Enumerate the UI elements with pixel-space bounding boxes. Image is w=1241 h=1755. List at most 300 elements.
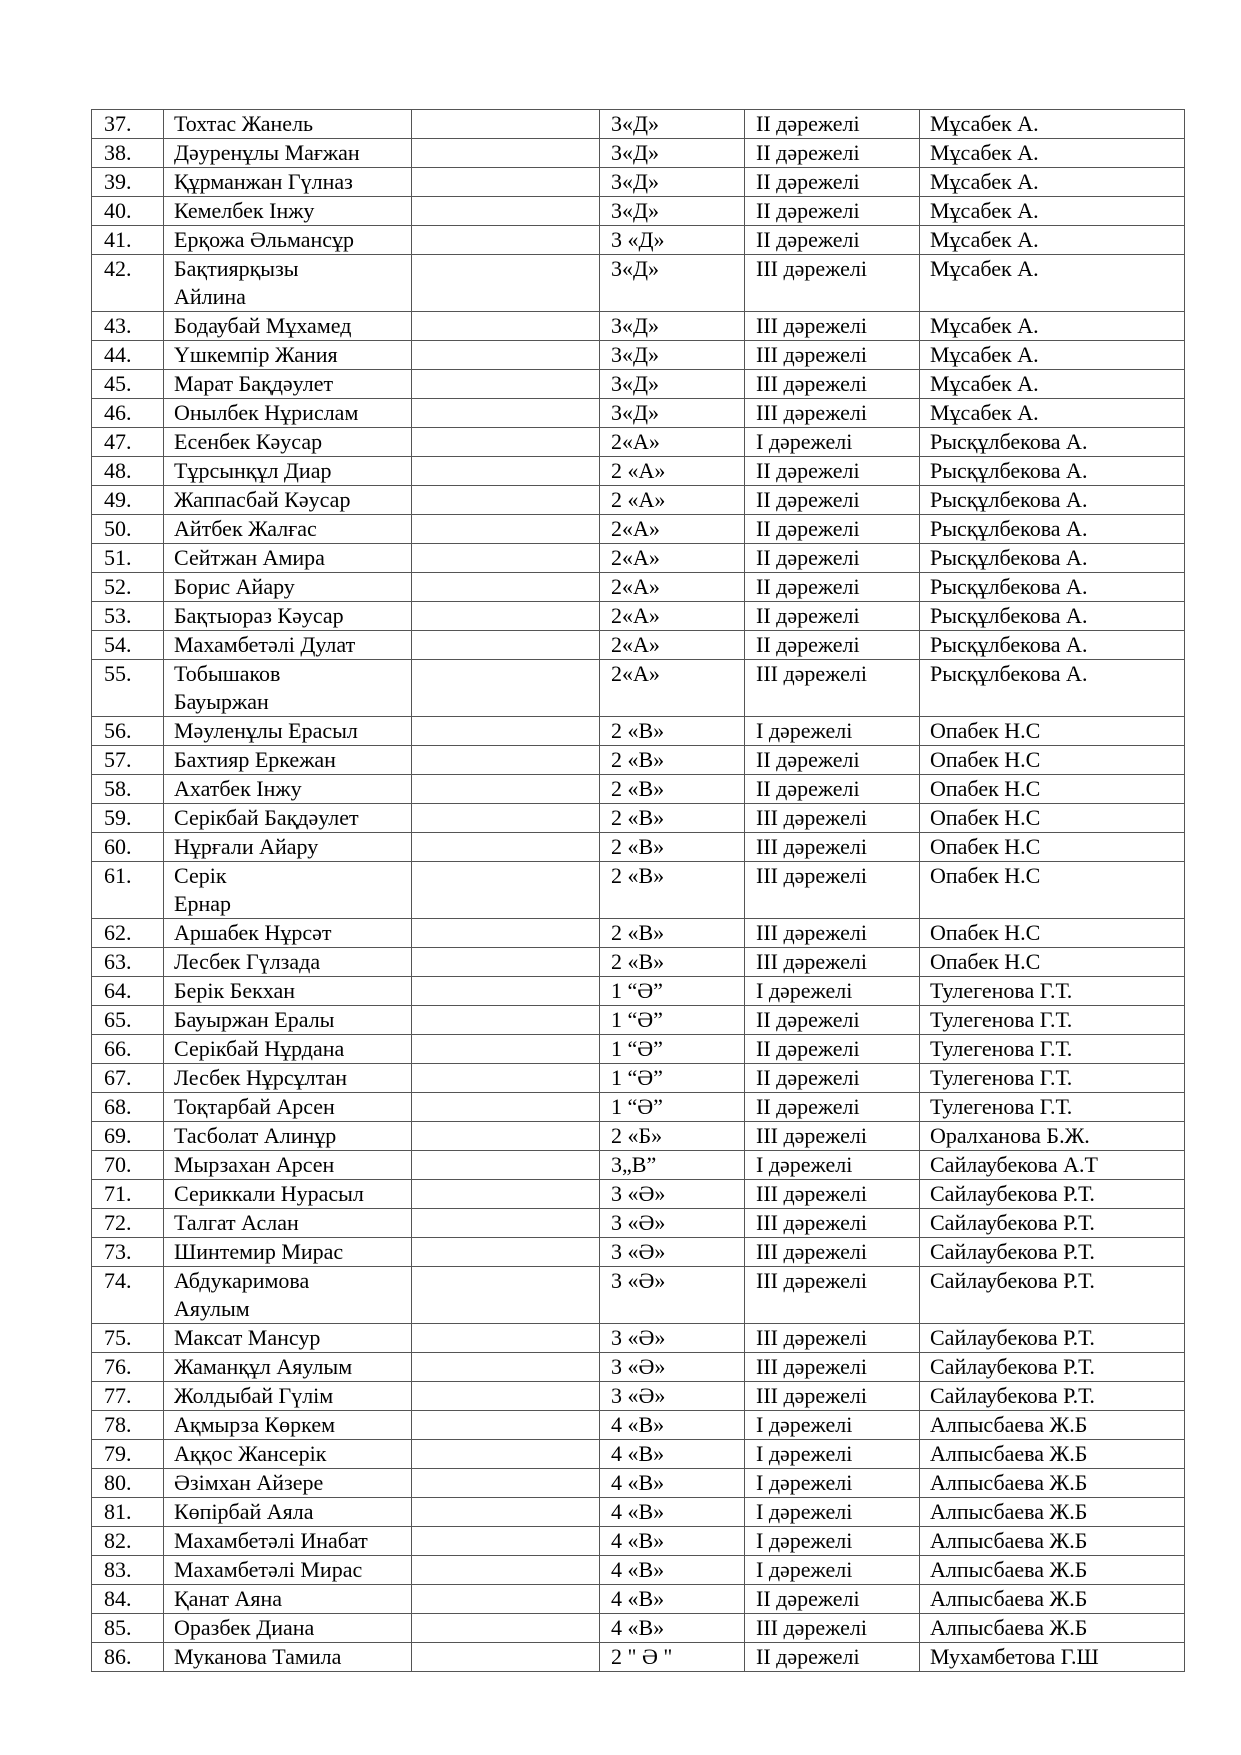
- degree-cell: ІІ дәрежелі: [745, 226, 920, 255]
- blank-cell: [412, 428, 600, 457]
- student-name: Бақтиярқызы Айлина: [164, 255, 412, 312]
- class-cell: 3 «Ә»: [600, 1238, 745, 1267]
- student-name: Серік Ернар: [164, 862, 412, 919]
- table-row: [92, 1267, 1185, 1324]
- class-cell: 3 «Ә»: [600, 1180, 745, 1209]
- teacher-cell: Мухамбетова Г.Ш: [920, 1643, 1185, 1672]
- row-number: 54.: [92, 631, 164, 660]
- degree-cell: ІІ дәрежелі: [745, 602, 920, 631]
- degree-cell: ІІ дәрежелі: [745, 139, 920, 168]
- teacher-cell: Тулегенова Г.Т.: [920, 1006, 1185, 1035]
- degree-cell: ІІІ дәрежелі: [745, 919, 920, 948]
- row-number: 82.: [92, 1527, 164, 1556]
- blank-cell: [412, 717, 600, 746]
- row-number: 62.: [92, 919, 164, 948]
- class-cell: 4 «В»: [600, 1556, 745, 1585]
- class-cell: 3«Д»: [600, 197, 745, 226]
- teacher-cell: Алпысбаева Ж.Б: [920, 1614, 1185, 1643]
- student-name: Лесбек Нұрсұлтан: [164, 1064, 412, 1093]
- teacher-cell: Мұсабек А.: [920, 197, 1185, 226]
- student-name: Оразбек Диана: [164, 1614, 412, 1643]
- teacher-cell: Тулегенова Г.Т.: [920, 977, 1185, 1006]
- row-number: 81.: [92, 1498, 164, 1527]
- student-name: Ақмырза Көркем: [164, 1411, 412, 1440]
- student-name: Серікбай Бақдәулет: [164, 804, 412, 833]
- degree-cell: ІІ дәрежелі: [745, 486, 920, 515]
- table-row: [92, 602, 1185, 631]
- table-row: [92, 486, 1185, 515]
- degree-cell: ІІІ дәрежелі: [745, 1267, 920, 1324]
- degree-cell: ІІ дәрежелі: [745, 544, 920, 573]
- blank-cell: [412, 1064, 600, 1093]
- table-row: [92, 1324, 1185, 1353]
- student-name: Тоқтарбай Арсен: [164, 1093, 412, 1122]
- degree-cell: ІІ дәрежелі: [745, 1643, 920, 1672]
- class-cell: 2 " Ә ": [600, 1643, 745, 1672]
- table-row: [92, 977, 1185, 1006]
- degree-cell: ІІІ дәрежелі: [745, 833, 920, 862]
- degree-cell: ІІ дәрежелі: [745, 515, 920, 544]
- student-name: Тасболат Алинұр: [164, 1122, 412, 1151]
- degree-cell: ІІІ дәрежелі: [745, 1614, 920, 1643]
- table-row: [92, 139, 1185, 168]
- degree-cell: ІІ дәрежелі: [745, 631, 920, 660]
- teacher-cell: Мұсабек А.: [920, 370, 1185, 399]
- degree-cell: І дәрежелі: [745, 977, 920, 1006]
- class-cell: 3«Д»: [600, 110, 745, 139]
- table-row: [92, 919, 1185, 948]
- class-cell: 2 «А»: [600, 457, 745, 486]
- class-cell: 2 «В»: [600, 919, 745, 948]
- blank-cell: [412, 457, 600, 486]
- blank-cell: [412, 602, 600, 631]
- row-number: 74.: [92, 1267, 164, 1324]
- teacher-cell: Тулегенова Г.Т.: [920, 1093, 1185, 1122]
- student-name: Құрманжан Гүлназ: [164, 168, 412, 197]
- degree-cell: ІІІ дәрежелі: [745, 1122, 920, 1151]
- row-number: 43.: [92, 312, 164, 341]
- teacher-cell: Сайлаубекова Р.Т.: [920, 1180, 1185, 1209]
- student-name: Айтбек Жалғас: [164, 515, 412, 544]
- student-name: Аққос Жансерік: [164, 1440, 412, 1469]
- blank-cell: [412, 197, 600, 226]
- student-name: Тобышаков Бауыржан: [164, 660, 412, 717]
- table-row: [92, 255, 1185, 312]
- degree-cell: І дәрежелі: [745, 1556, 920, 1585]
- blank-cell: [412, 1382, 600, 1411]
- class-cell: 2 «А»: [600, 486, 745, 515]
- table-row: [92, 428, 1185, 457]
- blank-cell: [412, 370, 600, 399]
- degree-cell: ІІ дәрежелі: [745, 1585, 920, 1614]
- degree-cell: І дәрежелі: [745, 1527, 920, 1556]
- teacher-cell: Алпысбаева Ж.Б: [920, 1556, 1185, 1585]
- table-row: [92, 1382, 1185, 1411]
- degree-cell: ІІ дәрежелі: [745, 168, 920, 197]
- blank-cell: [412, 168, 600, 197]
- student-name: Бауыржан Ералы: [164, 1006, 412, 1035]
- blank-cell: [412, 1122, 600, 1151]
- teacher-cell: Рысқұлбекова А.: [920, 428, 1185, 457]
- degree-cell: І дәрежелі: [745, 717, 920, 746]
- table-row: [92, 544, 1185, 573]
- row-number: 67.: [92, 1064, 164, 1093]
- row-number: 46.: [92, 399, 164, 428]
- degree-cell: ІІІ дәрежелі: [745, 862, 920, 919]
- table-row: [92, 1122, 1185, 1151]
- class-cell: 3 «Ә»: [600, 1324, 745, 1353]
- row-number: 45.: [92, 370, 164, 399]
- table-row: [92, 833, 1185, 862]
- row-number: 80.: [92, 1469, 164, 1498]
- student-name: Абдукаримова Аяулым: [164, 1267, 412, 1324]
- teacher-cell: Тулегенова Г.Т.: [920, 1064, 1185, 1093]
- degree-cell: ІІІ дәрежелі: [745, 1382, 920, 1411]
- row-number: 64.: [92, 977, 164, 1006]
- table-row: [92, 1035, 1185, 1064]
- class-cell: 4 «В»: [600, 1440, 745, 1469]
- table-row: [92, 631, 1185, 660]
- teacher-cell: Опабек Н.С: [920, 862, 1185, 919]
- table-row: [92, 804, 1185, 833]
- teacher-cell: Опабек Н.С: [920, 746, 1185, 775]
- class-cell: 1 “Ә”: [600, 1006, 745, 1035]
- row-number: 63.: [92, 948, 164, 977]
- table-row: [92, 1498, 1185, 1527]
- class-cell: 2 «В»: [600, 948, 745, 977]
- student-name: Есенбек Кәусар: [164, 428, 412, 457]
- teacher-cell: Мұсабек А.: [920, 226, 1185, 255]
- student-name: Сериккали Нурасыл: [164, 1180, 412, 1209]
- table-row: [92, 515, 1185, 544]
- class-cell: 3«Д»: [600, 168, 745, 197]
- row-number: 71.: [92, 1180, 164, 1209]
- row-number: 60.: [92, 833, 164, 862]
- class-cell: 4 «В»: [600, 1411, 745, 1440]
- class-cell: 3«Д»: [600, 341, 745, 370]
- class-cell: 3 «Ә»: [600, 1209, 745, 1238]
- teacher-cell: Опабек Н.С: [920, 919, 1185, 948]
- blank-cell: [412, 1151, 600, 1180]
- teacher-cell: Опабек Н.С: [920, 775, 1185, 804]
- degree-cell: ІІ дәрежелі: [745, 1064, 920, 1093]
- document-page: [91, 109, 1184, 1672]
- row-number: 83.: [92, 1556, 164, 1585]
- degree-cell: ІІІ дәрежелі: [745, 1180, 920, 1209]
- blank-cell: [412, 631, 600, 660]
- table-row: [92, 1643, 1185, 1672]
- class-cell: 2 «В»: [600, 804, 745, 833]
- student-name: Махамбетәлі Инабат: [164, 1527, 412, 1556]
- row-number: 41.: [92, 226, 164, 255]
- teacher-cell: Рысқұлбекова А.: [920, 486, 1185, 515]
- row-number: 53.: [92, 602, 164, 631]
- row-number: 86.: [92, 1643, 164, 1672]
- student-name: Дәуренұлы Мағжан: [164, 139, 412, 168]
- degree-cell: ІІ дәрежелі: [745, 1035, 920, 1064]
- blank-cell: [412, 1267, 600, 1324]
- student-name: Сейтжан Амира: [164, 544, 412, 573]
- degree-cell: І дәрежелі: [745, 1498, 920, 1527]
- degree-cell: ІІІ дәрежелі: [745, 399, 920, 428]
- student-name: Көпірбай Аяла: [164, 1498, 412, 1527]
- row-number: 59.: [92, 804, 164, 833]
- blank-cell: [412, 746, 600, 775]
- blank-cell: [412, 341, 600, 370]
- student-name: Максат Мансур: [164, 1324, 412, 1353]
- class-cell: 2 «В»: [600, 833, 745, 862]
- teacher-cell: Тулегенова Г.Т.: [920, 1035, 1185, 1064]
- class-cell: 4 «В»: [600, 1527, 745, 1556]
- table-row: [92, 775, 1185, 804]
- class-cell: 2 «Б»: [600, 1122, 745, 1151]
- teacher-cell: Алпысбаева Ж.Б: [920, 1585, 1185, 1614]
- teacher-cell: Опабек Н.С: [920, 717, 1185, 746]
- degree-cell: ІІ дәрежелі: [745, 1006, 920, 1035]
- student-name: Талгат Аслан: [164, 1209, 412, 1238]
- row-number: 84.: [92, 1585, 164, 1614]
- teacher-cell: Сайлаубекова Р.Т.: [920, 1238, 1185, 1267]
- blank-cell: [412, 1585, 600, 1614]
- table-row: [92, 341, 1185, 370]
- teacher-cell: Рысқұлбекова А.: [920, 515, 1185, 544]
- student-name: Қанат Аяна: [164, 1585, 412, 1614]
- teacher-cell: Сайлаубекова Р.Т.: [920, 1324, 1185, 1353]
- teacher-cell: Мұсабек А.: [920, 168, 1185, 197]
- student-name: Махамбетәлі Дулат: [164, 631, 412, 660]
- class-cell: 2«А»: [600, 428, 745, 457]
- table-row: [92, 197, 1185, 226]
- class-cell: 3«Д»: [600, 370, 745, 399]
- degree-cell: ІІІ дәрежелі: [745, 1324, 920, 1353]
- class-cell: 3«Д»: [600, 399, 745, 428]
- blank-cell: [412, 544, 600, 573]
- class-cell: 3 «Ә»: [600, 1267, 745, 1324]
- teacher-cell: Мұсабек А.: [920, 399, 1185, 428]
- table-row: [92, 1064, 1185, 1093]
- table-row: [92, 1527, 1185, 1556]
- blank-cell: [412, 1643, 600, 1672]
- teacher-cell: Опабек Н.С: [920, 948, 1185, 977]
- row-number: 69.: [92, 1122, 164, 1151]
- class-cell: 3 «Д»: [600, 226, 745, 255]
- teacher-cell: Рысқұлбекова А.: [920, 631, 1185, 660]
- student-name: Шинтемир Мирас: [164, 1238, 412, 1267]
- degree-cell: ІІ дәрежелі: [745, 573, 920, 602]
- row-number: 37.: [92, 110, 164, 139]
- row-number: 68.: [92, 1093, 164, 1122]
- blank-cell: [412, 1469, 600, 1498]
- row-number: 56.: [92, 717, 164, 746]
- class-cell: 3„В”: [600, 1151, 745, 1180]
- table-row: [92, 1556, 1185, 1585]
- teacher-cell: Алпысбаева Ж.Б: [920, 1411, 1185, 1440]
- teacher-cell: Сайлаубекова Р.Т.: [920, 1353, 1185, 1382]
- student-name: Борис Айару: [164, 573, 412, 602]
- student-name: Махамбетәлі Мирас: [164, 1556, 412, 1585]
- teacher-cell: Сайлаубекова Р.Т.: [920, 1209, 1185, 1238]
- blank-cell: [412, 399, 600, 428]
- blank-cell: [412, 139, 600, 168]
- row-number: 61.: [92, 862, 164, 919]
- class-cell: 4 «В»: [600, 1498, 745, 1527]
- teacher-cell: Оралханова Б.Ж.: [920, 1122, 1185, 1151]
- class-cell: 2 «В»: [600, 862, 745, 919]
- degree-cell: І дәрежелі: [745, 1151, 920, 1180]
- blank-cell: [412, 1238, 600, 1267]
- teacher-cell: Сайлаубекова А.Т: [920, 1151, 1185, 1180]
- degree-cell: ІІ дәрежелі: [745, 197, 920, 226]
- table-row: [92, 457, 1185, 486]
- class-cell: 2 «В»: [600, 775, 745, 804]
- blank-cell: [412, 775, 600, 804]
- teacher-cell: Рысқұлбекова А.: [920, 602, 1185, 631]
- table-row: [92, 717, 1185, 746]
- student-name: Онылбек Нұрислам: [164, 399, 412, 428]
- student-name: Аршабек Нұрсәт: [164, 919, 412, 948]
- class-cell: 3«Д»: [600, 312, 745, 341]
- row-number: 38.: [92, 139, 164, 168]
- table-row: [92, 1238, 1185, 1267]
- degree-cell: ІІІ дәрежелі: [745, 660, 920, 717]
- row-number: 73.: [92, 1238, 164, 1267]
- degree-cell: ІІІ дәрежелі: [745, 948, 920, 977]
- class-cell: 1 “Ә”: [600, 977, 745, 1006]
- degree-cell: І дәрежелі: [745, 428, 920, 457]
- teacher-cell: Мұсабек А.: [920, 139, 1185, 168]
- row-number: 85.: [92, 1614, 164, 1643]
- blank-cell: [412, 1353, 600, 1382]
- table-row: [92, 1585, 1185, 1614]
- row-number: 47.: [92, 428, 164, 457]
- results-table: [91, 109, 1185, 1672]
- blank-cell: [412, 255, 600, 312]
- degree-cell: ІІІ дәрежелі: [745, 1353, 920, 1382]
- blank-cell: [412, 1209, 600, 1238]
- table-row: [92, 1614, 1185, 1643]
- row-number: 42.: [92, 255, 164, 312]
- student-name: Бақтыораз Кәусар: [164, 602, 412, 631]
- table-row: [92, 370, 1185, 399]
- table-row: [92, 948, 1185, 977]
- degree-cell: ІІ дәрежелі: [745, 775, 920, 804]
- class-cell: 4 «В»: [600, 1614, 745, 1643]
- teacher-cell: Опабек Н.С: [920, 833, 1185, 862]
- teacher-cell: Рысқұлбекова А.: [920, 544, 1185, 573]
- blank-cell: [412, 948, 600, 977]
- degree-cell: ІІІ дәрежелі: [745, 1209, 920, 1238]
- row-number: 78.: [92, 1411, 164, 1440]
- table-row: [92, 1209, 1185, 1238]
- row-number: 75.: [92, 1324, 164, 1353]
- row-number: 49.: [92, 486, 164, 515]
- teacher-cell: Мұсабек А.: [920, 255, 1185, 312]
- blank-cell: [412, 1006, 600, 1035]
- blank-cell: [412, 862, 600, 919]
- class-cell: 3 «Ә»: [600, 1353, 745, 1382]
- teacher-cell: Алпысбаева Ж.Б: [920, 1527, 1185, 1556]
- degree-cell: ІІІ дәрежелі: [745, 341, 920, 370]
- blank-cell: [412, 1556, 600, 1585]
- table-row: [92, 660, 1185, 717]
- degree-cell: ІІІ дәрежелі: [745, 312, 920, 341]
- blank-cell: [412, 226, 600, 255]
- class-cell: 4 «В»: [600, 1469, 745, 1498]
- teacher-cell: Мұсабек А.: [920, 341, 1185, 370]
- class-cell: 2 «В»: [600, 717, 745, 746]
- blank-cell: [412, 1324, 600, 1353]
- student-name: Үшкемпір Жания: [164, 341, 412, 370]
- blank-cell: [412, 515, 600, 544]
- class-cell: 1 “Ә”: [600, 1064, 745, 1093]
- row-number: 79.: [92, 1440, 164, 1469]
- row-number: 44.: [92, 341, 164, 370]
- student-name: Марат Бақдәулет: [164, 370, 412, 399]
- row-number: 40.: [92, 197, 164, 226]
- blank-cell: [412, 1411, 600, 1440]
- teacher-cell: Алпысбаева Ж.Б: [920, 1498, 1185, 1527]
- table-row: [92, 1469, 1185, 1498]
- student-name: Бодаубай Мұхамед: [164, 312, 412, 341]
- teacher-cell: Сайлаубекова Р.Т.: [920, 1267, 1185, 1324]
- degree-cell: ІІ дәрежелі: [745, 110, 920, 139]
- blank-cell: [412, 486, 600, 515]
- class-cell: 4 «В»: [600, 1585, 745, 1614]
- class-cell: 2«А»: [600, 631, 745, 660]
- class-cell: 3 «Ә»: [600, 1382, 745, 1411]
- blank-cell: [412, 1527, 600, 1556]
- table-row: [92, 573, 1185, 602]
- degree-cell: ІІ дәрежелі: [745, 746, 920, 775]
- row-number: 39.: [92, 168, 164, 197]
- teacher-cell: Алпысбаева Ж.Б: [920, 1469, 1185, 1498]
- table-row: [92, 1411, 1185, 1440]
- blank-cell: [412, 660, 600, 717]
- student-name: Жаппасбай Кәусар: [164, 486, 412, 515]
- student-name: Әзімхан Айзере: [164, 1469, 412, 1498]
- table-row: [92, 399, 1185, 428]
- class-cell: 2«А»: [600, 544, 745, 573]
- blank-cell: [412, 919, 600, 948]
- table-row: [92, 110, 1185, 139]
- degree-cell: ІІІ дәрежелі: [745, 255, 920, 312]
- blank-cell: [412, 573, 600, 602]
- row-number: 57.: [92, 746, 164, 775]
- student-name: Бахтияр Еркежан: [164, 746, 412, 775]
- class-cell: 3«Д»: [600, 255, 745, 312]
- degree-cell: ІІ дәрежелі: [745, 1093, 920, 1122]
- student-name: Серікбай Нұрдана: [164, 1035, 412, 1064]
- degree-cell: І дәрежелі: [745, 1411, 920, 1440]
- teacher-cell: Рысқұлбекова А.: [920, 573, 1185, 602]
- table-row: [92, 862, 1185, 919]
- student-name: Мырзахан Арсен: [164, 1151, 412, 1180]
- teacher-cell: Рысқұлбекова А.: [920, 457, 1185, 486]
- table-row: [92, 1353, 1185, 1382]
- teacher-cell: Мұсабек А.: [920, 312, 1185, 341]
- degree-cell: І дәрежелі: [745, 1440, 920, 1469]
- class-cell: 2«А»: [600, 602, 745, 631]
- blank-cell: [412, 1614, 600, 1643]
- student-name: Муканова Тамила: [164, 1643, 412, 1672]
- degree-cell: І дәрежелі: [745, 1469, 920, 1498]
- blank-cell: [412, 312, 600, 341]
- table-row: [92, 1006, 1185, 1035]
- blank-cell: [412, 977, 600, 1006]
- blank-cell: [412, 1093, 600, 1122]
- class-cell: 2«А»: [600, 573, 745, 602]
- row-number: 77.: [92, 1382, 164, 1411]
